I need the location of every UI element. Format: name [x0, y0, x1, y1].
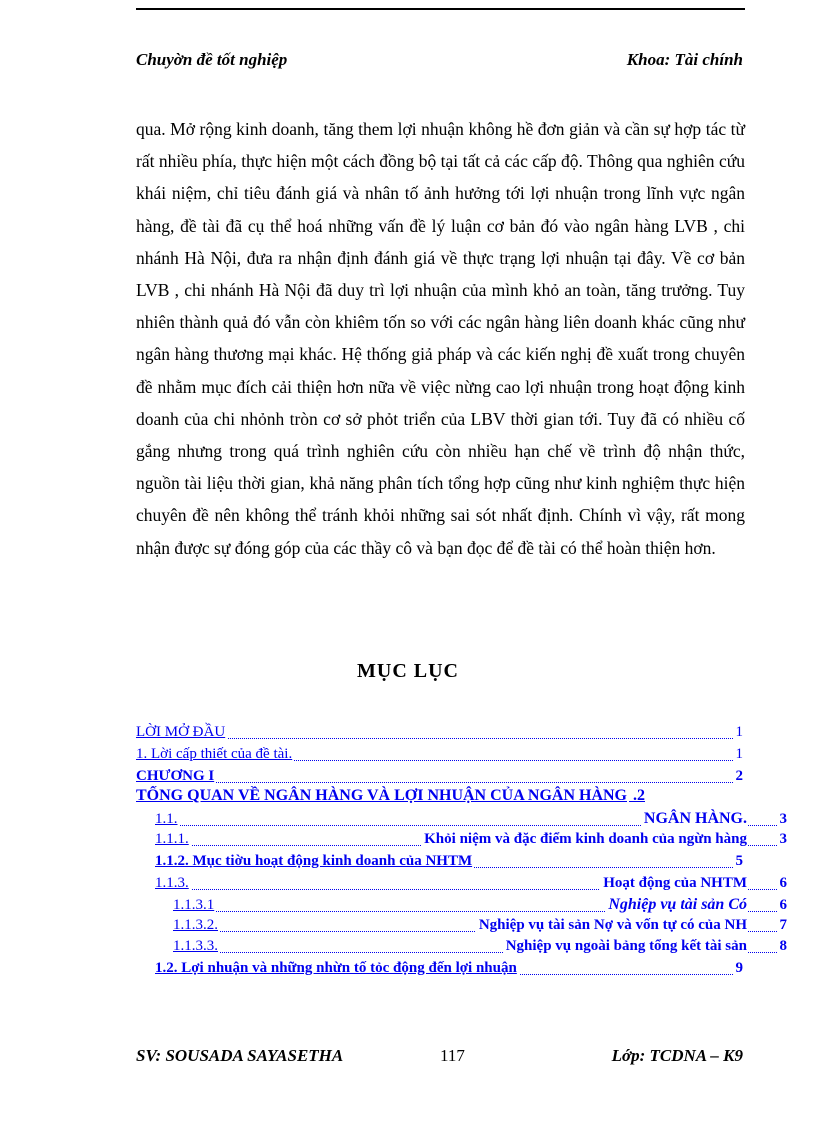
toc-entry-page: 5	[735, 853, 743, 869]
toc-entry-tong-quan[interactable]	[136, 786, 743, 806]
body-paragraph: qua. Mở rộng kinh doanh, tăng them lợi nhuận không hề đơn giản và cần sự hợp tác từ rất nhiều phía, thực hiện một cách đồng bộ tại tất cả các cấp độ. Thông qua nghiên cứu khái niệm, chỉ tiêu đánh giá và nhân tố ảnh hưởng tới lợi nhuận trong lĩnh vực ngân hàng, đề tài đã cụ thể hoá những vấn đề lý luận cơ bản đó vào ngân hàng LVB , chi nhánh Hà Nội, đưa ra nhận định đánh giá về thực trạng lợi nhuận tại đây. Về cơ bản LVB , chi nhánh Hà Nội đã duy trì lợi nhuận của mình khỏ an toàn, tăng trưởng. Tuy nhiên thành quả đó vẫn còn khiêm tốn so với các ngân hàng liên doanh khác cũng như ngân hàng thương mại khác. Hệ thống giả pháp và các kiến nghị đề xuất trong chuyên đề nhằm mục đích cải thiện hơn nữa về việc nừng cao lợi nhuận trong hoạt động kinh doanh của chi nhỏnh tròn cơ sở phỏt triển của LBV thời gian tới. Tuy đã có nhiều cố gắng nhưng trong quá trình nghiên cứu còn nhiều hạn chế về trình độ nhận thức, nguồn tài liệu thời gian, khả năng phân tích tổng hợp cũng như kinh nghiệm thực hiện chuyên đề nên không thể tránh khỏi những sai sót nhất định. Chính vì vậy, rất mong nhận được sự đóng góp của các thầy cô và bạn đọc để đề tài có thể hoàn thiện hơn.	[136, 119, 745, 558]
toc-entry-text: TỔNG QUAN VỀ NGÂN HÀNG VÀ LỢI NHUẬN CỦA NGÂN HÀNG	[136, 787, 627, 804]
toc-entry-khai-niem[interactable]	[155, 829, 787, 849]
toc-entry-title: Nghiệp vụ tài sản Nợ và vốn tự có của NH	[476, 915, 747, 935]
toc-entry-page: 1	[735, 746, 743, 762]
footer-class: Lớp: TCDNA – K9	[611, 1046, 743, 1065]
toc-entry-tai-san-co[interactable]	[173, 895, 787, 915]
header-title: Chuyờn đề tốt nghiệp	[136, 50, 288, 69]
toc-entry-page: 2	[735, 768, 743, 784]
page-header	[136, 50, 745, 74]
toc-entry-text: 1.2. Lợi nhuận và những nhừn tố tỏc động đến lợi nhuận	[155, 960, 517, 976]
toc-entry-tai-san-no[interactable]	[173, 915, 787, 935]
toc-entry-hoat-dong[interactable]	[155, 873, 787, 893]
toc-entry-number: 1.1.1.	[155, 831, 189, 847]
toc-entry-title: Nghiệp vụ tài sản Có	[605, 895, 747, 915]
toc-entry-loi-mo-dau[interactable]	[136, 722, 743, 742]
toc-entry-text: 1.1.2. Mục tiờu hoạt động kinh doanh của NHTM	[155, 853, 473, 869]
toc-entry-number: 1.1.3.2.	[173, 917, 218, 933]
toc-entry-loi-cap-thiet[interactable]	[136, 744, 743, 764]
toc-leader	[136, 738, 743, 739]
toc-entry-number: 1.1.	[155, 811, 178, 827]
footer-page-number: 117	[440, 1046, 465, 1065]
toc-entry-number: 1.1.3.	[155, 875, 189, 891]
toc-entry-title: Hoạt động của NHTM	[600, 873, 747, 893]
header-faculty: Khoa: Tài chính	[626, 50, 743, 69]
toc-entry-page-number: 2	[637, 787, 645, 804]
toc-entry-text: CHƯƠNG I	[136, 768, 215, 784]
toc-entry-page: 7	[779, 917, 787, 933]
toc-entry-number: 1.1.3.1	[173, 897, 215, 913]
toc-entry-page: 1	[735, 724, 743, 740]
toc-entry-page: 9	[735, 960, 743, 976]
toc-entry-chuong-1[interactable]	[136, 766, 743, 786]
toc-entry-muc-tieu[interactable]	[155, 851, 743, 871]
toc-entry-ngoai-bang[interactable]	[173, 936, 787, 956]
header-rule	[136, 8, 745, 10]
toc-entry-page: .	[629, 787, 637, 804]
toc-entry-text: LỜI MỞ ĐẦU	[136, 724, 226, 740]
page-footer	[136, 1046, 745, 1070]
toc-entry-number: 1.1.3.3.	[173, 938, 218, 954]
footer-student: SV: SOUSADA SAYASETHA	[136, 1046, 344, 1065]
toc-entry-ngan-hang[interactable]	[155, 809, 787, 829]
toc-entry-page: 6	[779, 897, 787, 913]
toc-entry-title: Nghiệp vụ ngoài bảng tổng kết tài sản	[503, 936, 747, 956]
toc-entry-page: 3	[779, 831, 787, 847]
toc-entry-loi-nhuan[interactable]	[155, 958, 743, 978]
toc-title: MỤC LỤC	[357, 660, 459, 682]
toc-entry-page: 6	[779, 875, 787, 891]
toc-leader	[136, 782, 743, 783]
toc-entry-page: 3	[779, 811, 787, 827]
toc-entry-text: 1. Lời cấp thiết của đề tài.	[136, 746, 293, 762]
toc-entry-page: 8	[779, 938, 787, 954]
toc-entry-title: Khỏi niệm và đặc điểm kinh doanh của ngừn hàng	[421, 829, 747, 849]
toc-entry-title: NGÂN HÀNG.	[641, 809, 747, 829]
